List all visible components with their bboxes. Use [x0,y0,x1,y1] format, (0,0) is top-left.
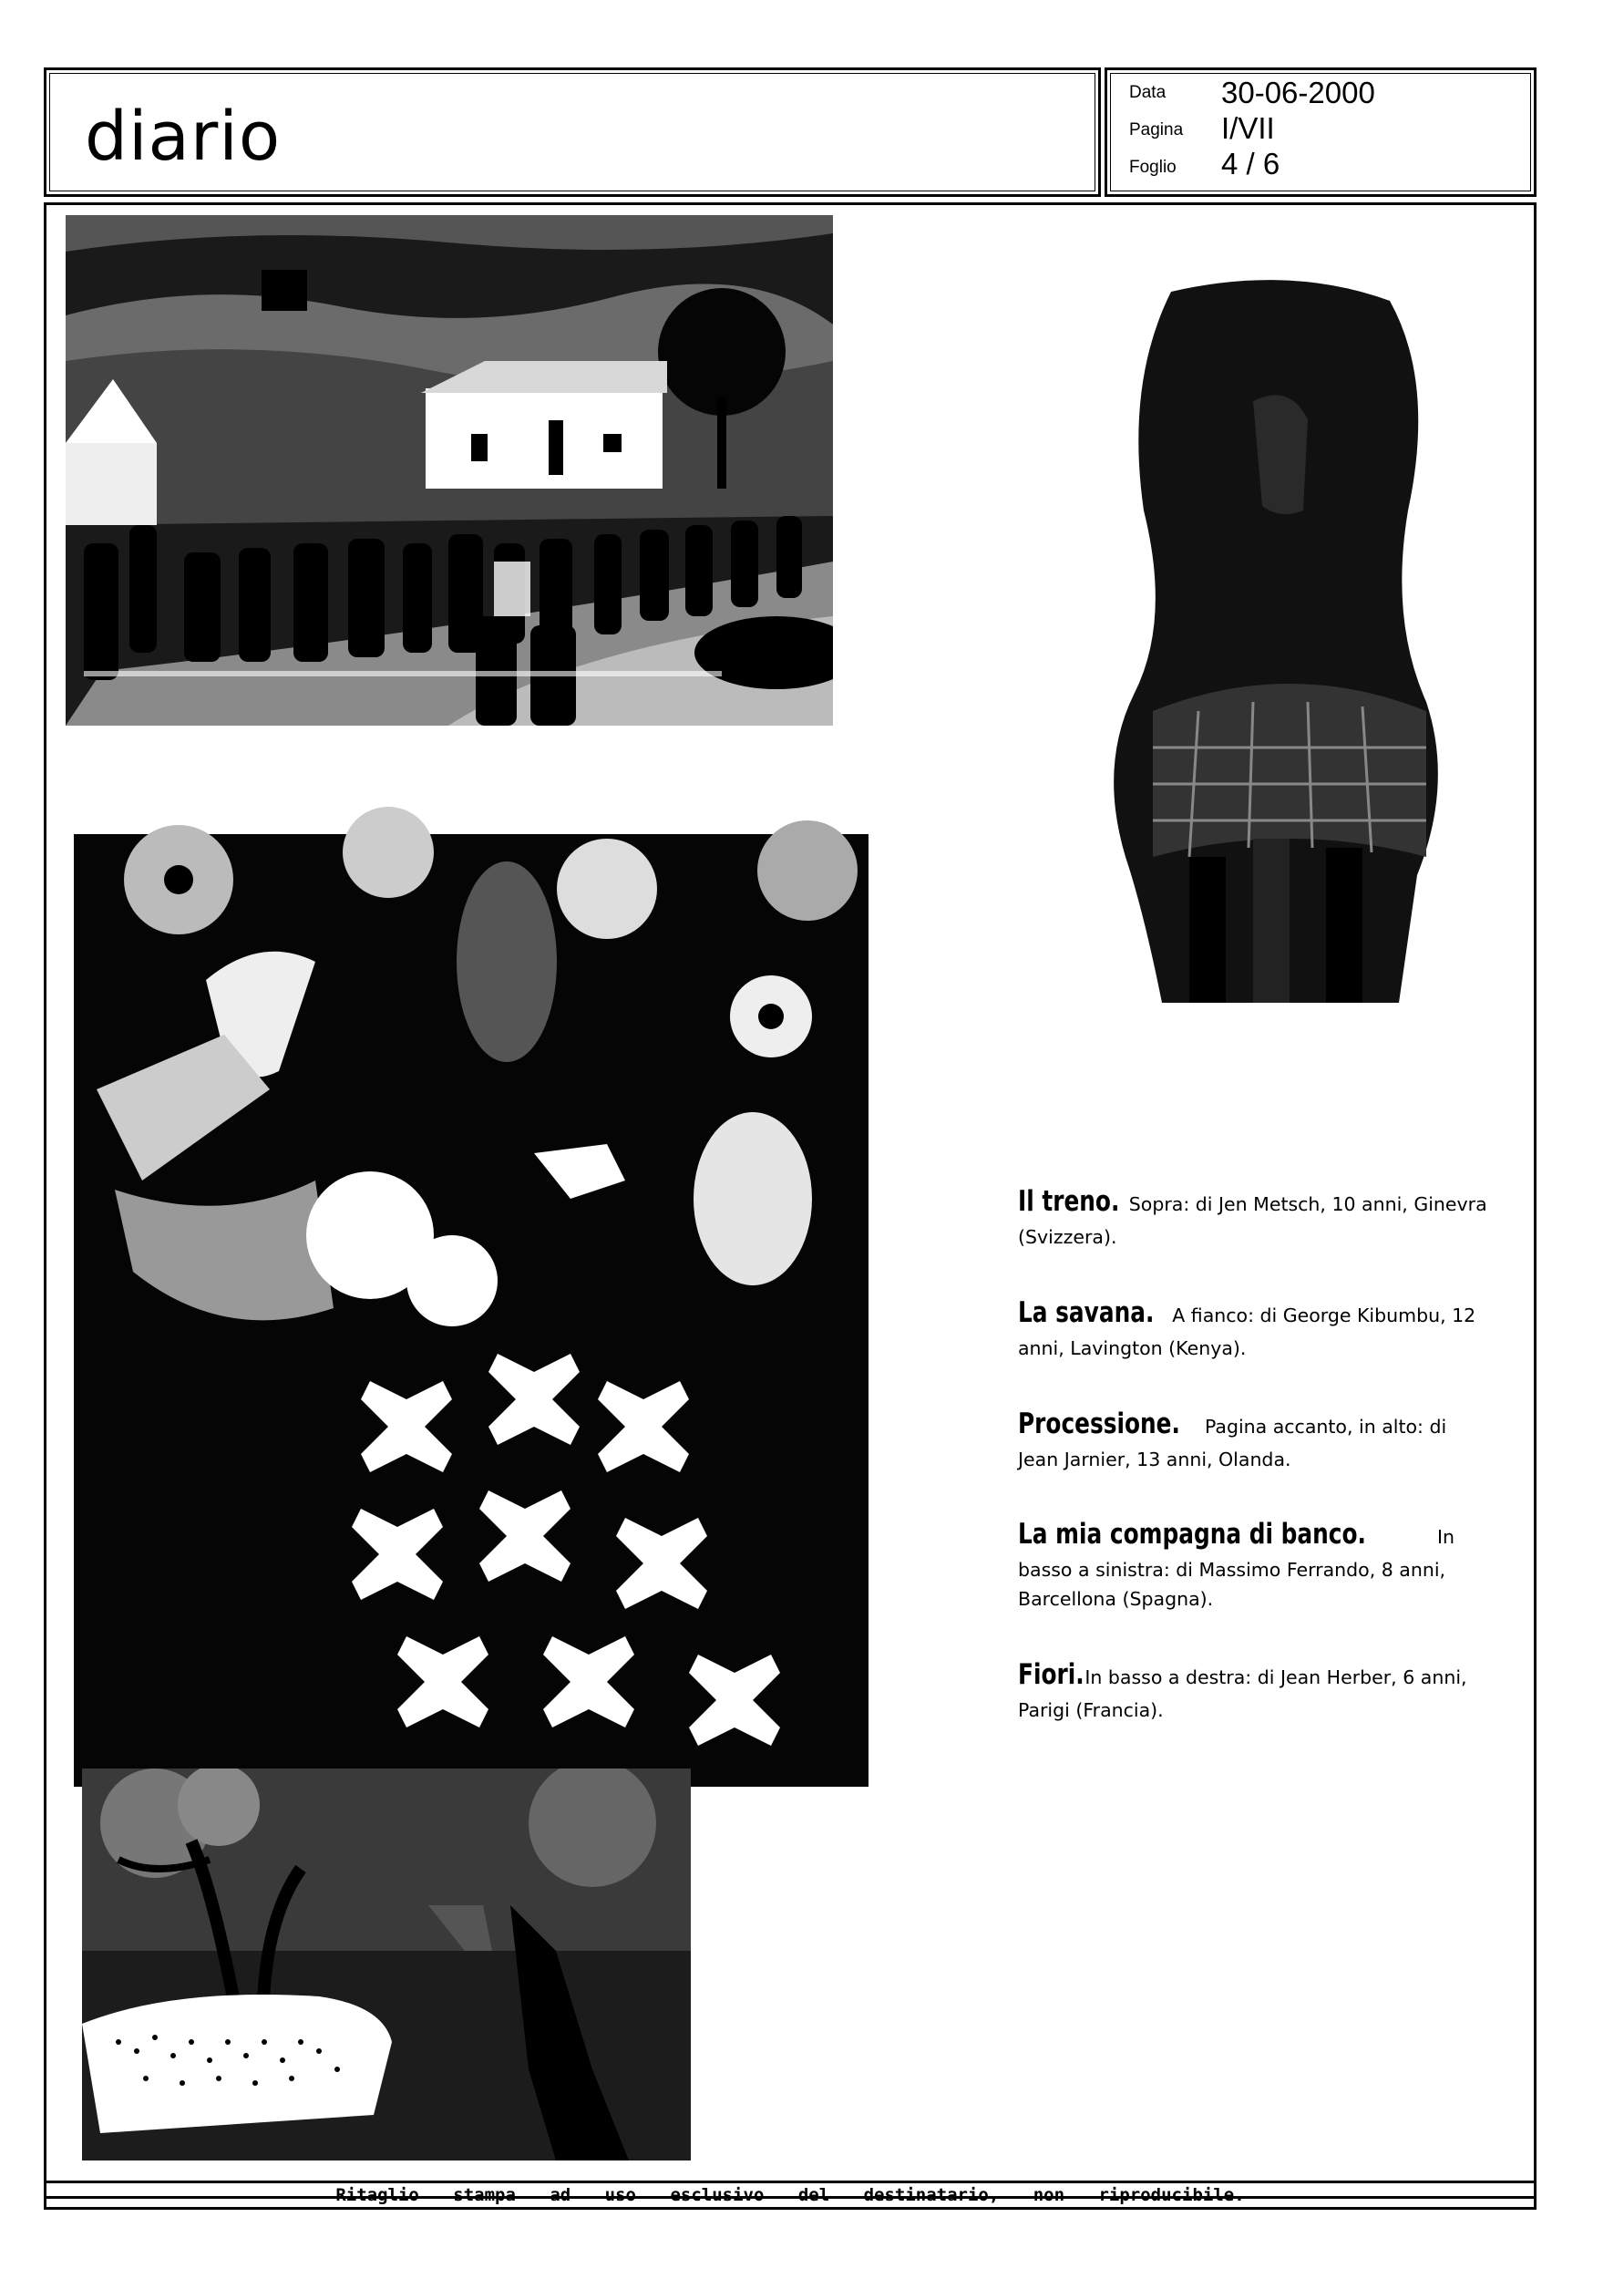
caption-train [1018,1180,1492,1253]
classmate-drawing [1089,273,1490,1003]
caption-title: La mia compagna di banco. [1018,1518,1366,1552]
page-label: Pagina [1129,120,1184,139]
caption-text: Pagina accanto, in alto: di Jean Jarnier, 13 anni, Olanda. [1018,1415,1447,1470]
metadata-box [1105,67,1537,197]
flowers-drawing [60,798,869,1787]
date-value: 30-06-2000 [1221,76,1375,109]
caption-text: In basso a sinistra: di Massimo Ferrando, 8 anni, Barcellona (Spagna). [1018,1526,1454,1611]
caption-title: Fiori. [1018,1658,1084,1692]
caption-text: In basso a destra: di Jean Herber, 6 anni, Parigi (Francia). [1018,1666,1467,1722]
caption-title: Il treno. [1018,1185,1120,1218]
footer-box [44,2181,1537,2210]
savanna-drawing [82,1769,691,2160]
caption-title: Processione. [1018,1407,1180,1440]
caption-title: La savana. [1018,1295,1155,1329]
caption-classmate [1018,1512,1492,1614]
publication-logo: diario [85,98,282,176]
sheet-value: 4 / 6 [1221,147,1280,180]
masthead-box [44,67,1101,197]
procession-drawing [66,215,833,726]
caption-text: A fianco: di George Kibumbu, 12 anni, Lavington (Kenya). [1018,1304,1476,1359]
caption-savanna [1018,1291,1492,1364]
caption-flowers [1018,1653,1492,1726]
caption-column [1018,1180,1492,1764]
copyright-notice: Ritaglio stampa ad uso esclusivo del destinatario, non riproducibile. [335,2185,1245,2205]
page-value: I/VII [1221,111,1275,145]
date-label: Data [1129,83,1167,102]
caption-procession [1018,1402,1492,1475]
sheet-label: Foglio [1129,158,1177,177]
caption-text: Sopra: di Jen Metsch, 10 anni, Ginevra (Svizzera). [1018,1193,1487,1249]
